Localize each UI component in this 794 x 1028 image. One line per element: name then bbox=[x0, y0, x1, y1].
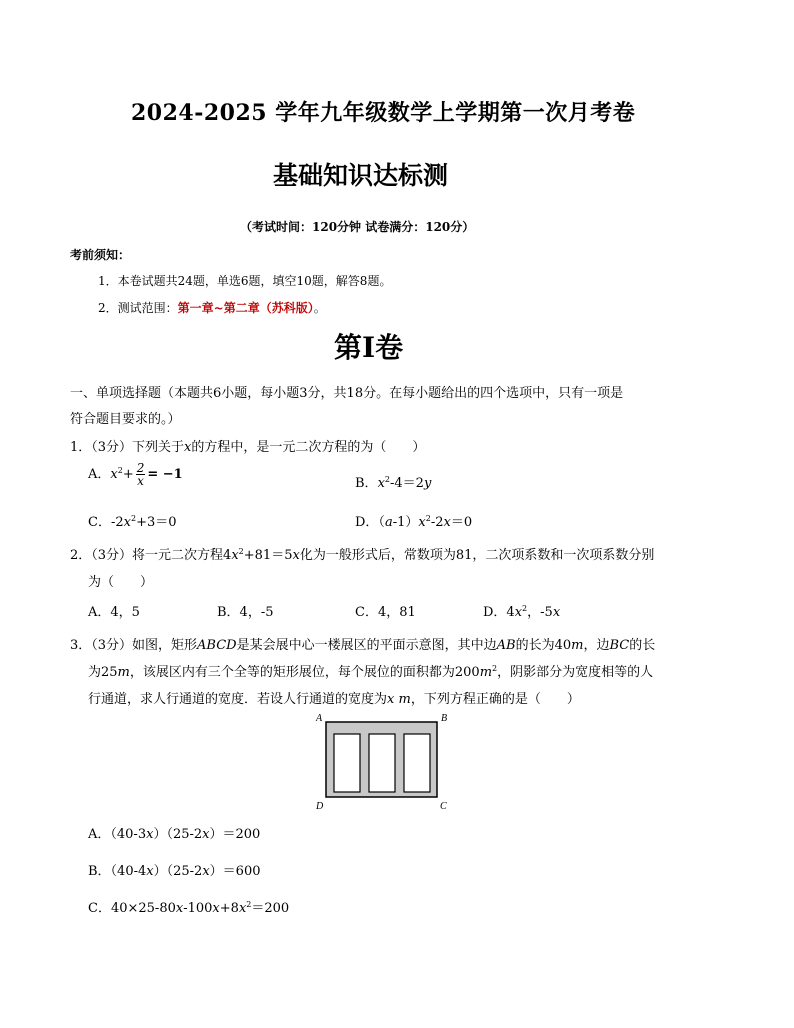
q1-option-d-mid: -1） bbox=[392, 515, 419, 530]
q3-l1-abcd: ABCD bbox=[197, 638, 237, 653]
q1-option-d-x2: x bbox=[443, 515, 451, 530]
q2-stem-line-2: 为（ ） bbox=[88, 575, 154, 590]
q2-option-d-sup: 2 bbox=[522, 604, 528, 613]
vertex-label-b: B bbox=[441, 713, 448, 724]
q1-stem-var: x bbox=[184, 440, 192, 455]
booth-1 bbox=[334, 734, 360, 792]
q3-option-b-x: x bbox=[146, 864, 154, 879]
exam-info: （考试时间：120分钟 试卷满分：120分） bbox=[240, 220, 475, 234]
q1-option-b bbox=[355, 472, 431, 491]
booth-2 bbox=[369, 734, 395, 792]
q1-stem bbox=[70, 436, 425, 455]
q2-text-c: 化为一般形式后，常数项为81，二次项系数和一次项系数分别 bbox=[299, 548, 655, 563]
q1-option-b-mid: -4＝2 bbox=[390, 476, 424, 491]
q2-text-b: +81＝5 bbox=[243, 548, 293, 563]
q3-l1-e: 的长 bbox=[629, 638, 656, 653]
q3-l2-a: 为25 bbox=[88, 665, 118, 680]
q1-option-c-pre: -2 bbox=[110, 515, 124, 530]
q3-option-c-a: C．40×25-80 bbox=[88, 901, 176, 916]
q1-stem-text-b: 的方程中，是一元二次方程的为（ ） bbox=[191, 440, 426, 455]
q2-option-d bbox=[483, 601, 560, 620]
q3-l3-a: 行通道，求人行通道的宽度．若设人行通道的宽度为 bbox=[88, 692, 388, 707]
q1-option-c bbox=[88, 511, 177, 530]
q3-l1-c: 的长为40 bbox=[515, 638, 572, 653]
q1-option-b-sup: 2 bbox=[384, 475, 390, 484]
q3-l1-m: m bbox=[571, 638, 584, 653]
q1-option-b-x: x bbox=[377, 476, 385, 491]
q2-option-a: A．4，5 bbox=[88, 605, 140, 620]
notice-heading: 考前须知： bbox=[70, 248, 131, 262]
q3-l2-b: ，该展区内有三个全等的矩形展位，每个展位的面积都为200 bbox=[129, 665, 480, 680]
q1-option-a-x: x bbox=[110, 467, 118, 482]
volume-title: 第Ⅰ卷 bbox=[334, 331, 404, 364]
q1-option-a bbox=[88, 462, 183, 487]
q2-sup: 2 bbox=[238, 547, 244, 556]
q1-option-c-post: +3＝0 bbox=[136, 515, 177, 530]
q2-x: x bbox=[231, 548, 239, 563]
q3-option-a-a: A．（40-3 bbox=[88, 827, 147, 842]
q3-l1-a: 3．（3分）如图，矩形 bbox=[70, 638, 198, 653]
q1-option-b-y: y bbox=[423, 476, 432, 491]
q2-option-d-x2: x bbox=[552, 605, 561, 620]
q3-stem-line-1 bbox=[70, 634, 655, 653]
q1-option-b-label: B． bbox=[355, 476, 378, 491]
q3-l2-c: ，阴影部分为宽度相等的人 bbox=[497, 665, 654, 680]
q3-option-c-b: -100 bbox=[183, 901, 213, 916]
q3-stem-line-2 bbox=[88, 661, 653, 680]
q3-l3-b: ，下列方程正确的是（ ） bbox=[410, 692, 580, 707]
q1-option-a-label: A． bbox=[88, 467, 111, 482]
q3-l1-b: 是某会展中心一楼展区的平面示意图，其中边 bbox=[236, 638, 497, 653]
q3-l2-m: m bbox=[117, 665, 130, 680]
q1-option-d-a: a bbox=[384, 515, 393, 530]
q3-option-c-sup: 2 bbox=[246, 900, 252, 909]
q3-option-c-x2: x bbox=[212, 901, 220, 916]
exam-title: 2024-2025 学年九年级数学上学期第一次月考卷 bbox=[131, 100, 636, 126]
q3-option-c bbox=[88, 897, 289, 916]
q3-option-b-b: ）（25-2 bbox=[153, 864, 203, 879]
notice-item-2 bbox=[98, 299, 326, 316]
q3-option-a-c: ）＝200 bbox=[209, 827, 261, 842]
q3-option-c-x3: x bbox=[238, 901, 247, 916]
q2-option-d-a: D．4 bbox=[483, 605, 515, 620]
booth-3 bbox=[404, 734, 430, 792]
q1-stem-text-a: 1．（3分）下列关于 bbox=[70, 440, 185, 455]
notice-item-2-scope: 第一章~第二章（苏科版） bbox=[177, 301, 314, 315]
vertex-label-c: C bbox=[440, 801, 447, 812]
q1-option-a-sup: 2 bbox=[117, 466, 123, 475]
q1-option-c-label: C． bbox=[88, 515, 111, 530]
q3-l2-sup: 2 bbox=[492, 664, 498, 673]
q2-option-d-x: x bbox=[514, 605, 523, 620]
q1-option-c-x: x bbox=[123, 515, 131, 530]
q3-option-b-c: ）＝600 bbox=[209, 864, 261, 879]
section-header-line-2: 符合题目要求的。） bbox=[70, 412, 181, 427]
q3-option-c-c: +8 bbox=[219, 901, 239, 916]
q3-l1-d: ，边 bbox=[583, 638, 610, 653]
q3-option-a-x2: x bbox=[202, 827, 210, 842]
q1-option-a-denominator: x bbox=[137, 474, 144, 488]
q3-option-a-b: ）（25-2 bbox=[153, 827, 203, 842]
q2-option-c: C．4，81 bbox=[355, 605, 416, 620]
q3-option-a-x: x bbox=[146, 827, 154, 842]
q1-option-d-label: D．（ bbox=[355, 515, 385, 530]
q3-l2-m2: m bbox=[479, 665, 493, 680]
q3-option-b-x2: x bbox=[202, 864, 210, 879]
q2-option-b: B．4，-5 bbox=[217, 605, 274, 620]
exam-subtitle: 基础知识达标测 bbox=[273, 161, 449, 190]
q3-option-c-x: x bbox=[175, 901, 184, 916]
q1-option-d-sup: 2 bbox=[425, 514, 431, 523]
q1-option-d bbox=[355, 511, 472, 530]
notice-item-2-suffix: 。 bbox=[313, 301, 326, 315]
q3-l1-ab: AB bbox=[496, 638, 516, 653]
notice-item-2-prefix: 2．测试范围： bbox=[98, 301, 178, 315]
q1-option-c-sup: 2 bbox=[130, 514, 137, 523]
q3-option-b bbox=[88, 860, 261, 879]
q3-stem-line-3 bbox=[88, 688, 580, 707]
notice-item-1: 1．本卷试题共24题，单选6题，填空10题，解答8题。 bbox=[98, 274, 392, 288]
q3-option-a bbox=[88, 823, 260, 842]
vertex-label-a: A bbox=[316, 713, 323, 724]
q1-option-d-post: -2 bbox=[430, 515, 444, 530]
q1-option-a-plus: + bbox=[122, 467, 134, 482]
q2-text-a: 2．（3分）将一元二次方程4 bbox=[70, 548, 232, 563]
q1-option-a-fraction bbox=[136, 462, 146, 487]
q1-option-d-x: x bbox=[418, 515, 426, 530]
q2-option-d-b: ，-5 bbox=[527, 605, 553, 620]
q3-l3-m: m bbox=[394, 692, 411, 707]
q3-figure bbox=[312, 710, 452, 815]
q3-option-c-d: ＝200 bbox=[251, 901, 290, 916]
q1-option-a-numerator: 2 bbox=[136, 461, 145, 475]
q1-option-a-rhs: = −1 bbox=[147, 467, 183, 482]
q1-option-d-end: ＝0 bbox=[450, 515, 473, 530]
section-header-line-1: 一、单项选择题（本题共6小题，每小题3分，共18分。在每小题给出的四个选项中，只有一项是 bbox=[70, 386, 624, 401]
q3-l1-bc: BC bbox=[609, 638, 630, 653]
q2-x2: x bbox=[292, 548, 300, 563]
q3-l3-x: x bbox=[387, 692, 395, 707]
vertex-label-d: D bbox=[316, 801, 324, 812]
rectangle-diagram bbox=[312, 710, 452, 815]
q2-stem-line-1 bbox=[70, 544, 654, 563]
q3-option-b-a: B．（40-4 bbox=[88, 864, 147, 879]
